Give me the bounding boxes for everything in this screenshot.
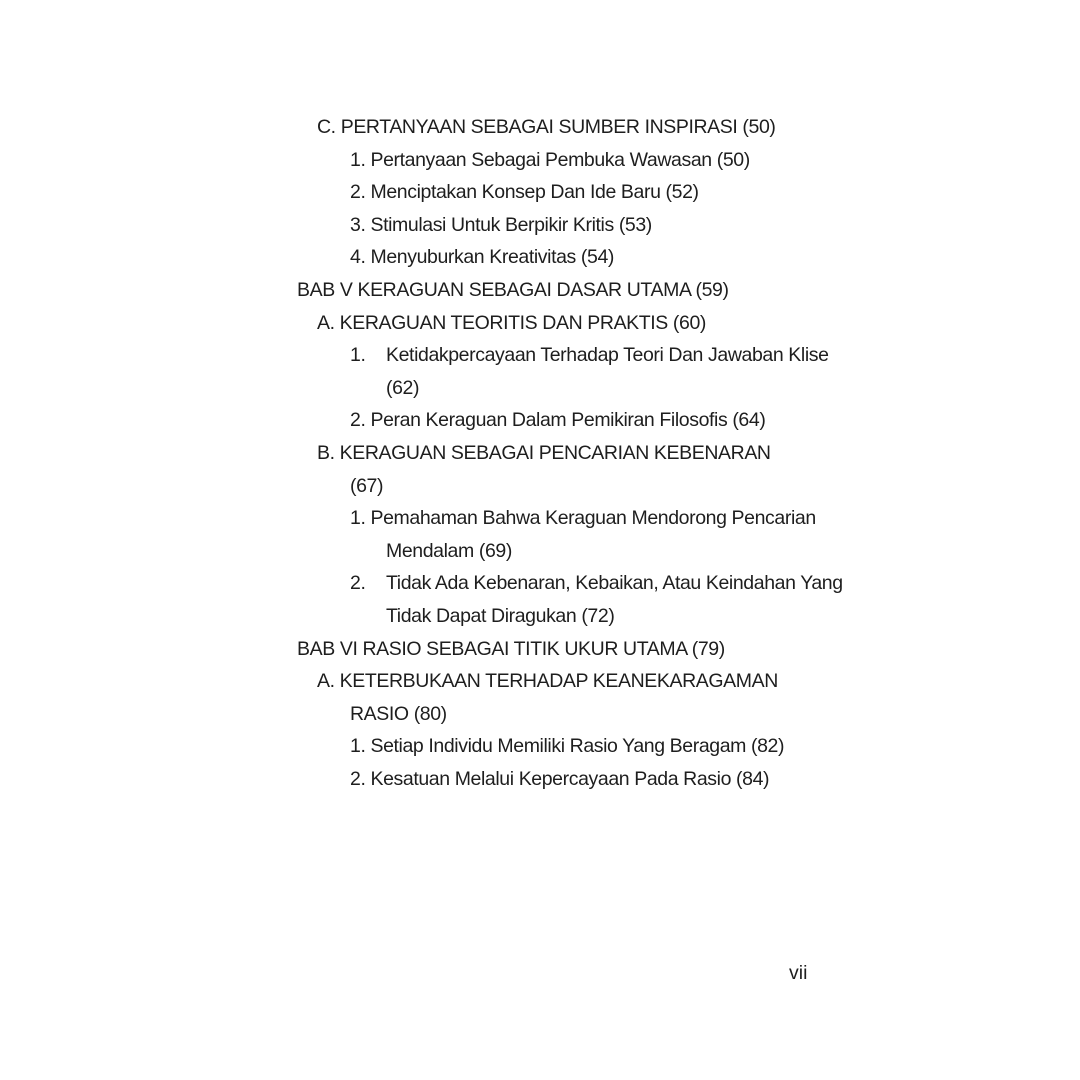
toc-line: 4. Menyuburkan Kreativitas (54) — [350, 246, 614, 269]
toc-line — [0, 567, 1080, 600]
toc-line: B. KERAGUAN SEBAGAI PENCARIAN KEBENARAN — [317, 441, 771, 464]
toc-line: BAB VI RASIO SEBAGAI TITIK UKUR UTAMA (79) — [297, 637, 725, 660]
toc-line: Mendalam (69) — [386, 539, 512, 562]
page-number: vii — [789, 962, 808, 984]
toc-line: A. KETERBUKAAN TERHADAP KEANEKARAGAMAN — [317, 670, 778, 693]
toc-line: 2. Peran Keraguan Dalam Pemikiran Filosofis (64) — [350, 409, 766, 432]
toc-item-text: Ketidakpercayaan Terhadap Teori Dan Jawaban Klise — [386, 344, 829, 367]
toc-list — [0, 111, 1080, 795]
toc-line — [0, 339, 1080, 372]
toc-line: 1. Pertanyaan Sebagai Pembuka Wawasan (50) — [350, 148, 750, 171]
toc-line: 1. Setiap Individu Memiliki Rasio Yang Beragam (82) — [350, 735, 785, 758]
toc-item-number: 2. — [350, 572, 366, 595]
toc-line: 2. Menciptakan Konsep Dan Ide Baru (52) — [350, 181, 699, 204]
toc-line: 1. Pemahaman Bahwa Keraguan Mendorong Pencarian — [350, 507, 816, 530]
toc-line: RASIO (80) — [350, 702, 447, 725]
toc-line: C. PERTANYAAN SEBAGAI SUMBER INSPIRASI (50) — [317, 116, 776, 138]
toc-line: (62) — [386, 376, 420, 399]
toc-line: 3. Stimulasi Untuk Berpikir Kritis (53) — [350, 213, 652, 236]
toc-line: (67) — [350, 474, 384, 497]
toc-item-text: Tidak Ada Kebenaran, Kebaikan, Atau Keindahan Yang — [386, 572, 843, 595]
toc-line: A. KERAGUAN TEORITIS DAN PRAKTIS (60) — [317, 311, 707, 334]
toc-line: Tidak Dapat Diragukan (72) — [386, 604, 615, 627]
toc-line: 2. Kesatuan Melalui Kepercayaan Pada Rasio (84) — [350, 767, 770, 790]
toc-item-number: 1. — [350, 344, 366, 367]
toc-line: BAB V KERAGUAN SEBAGAI DASAR UTAMA (59) — [297, 278, 729, 301]
